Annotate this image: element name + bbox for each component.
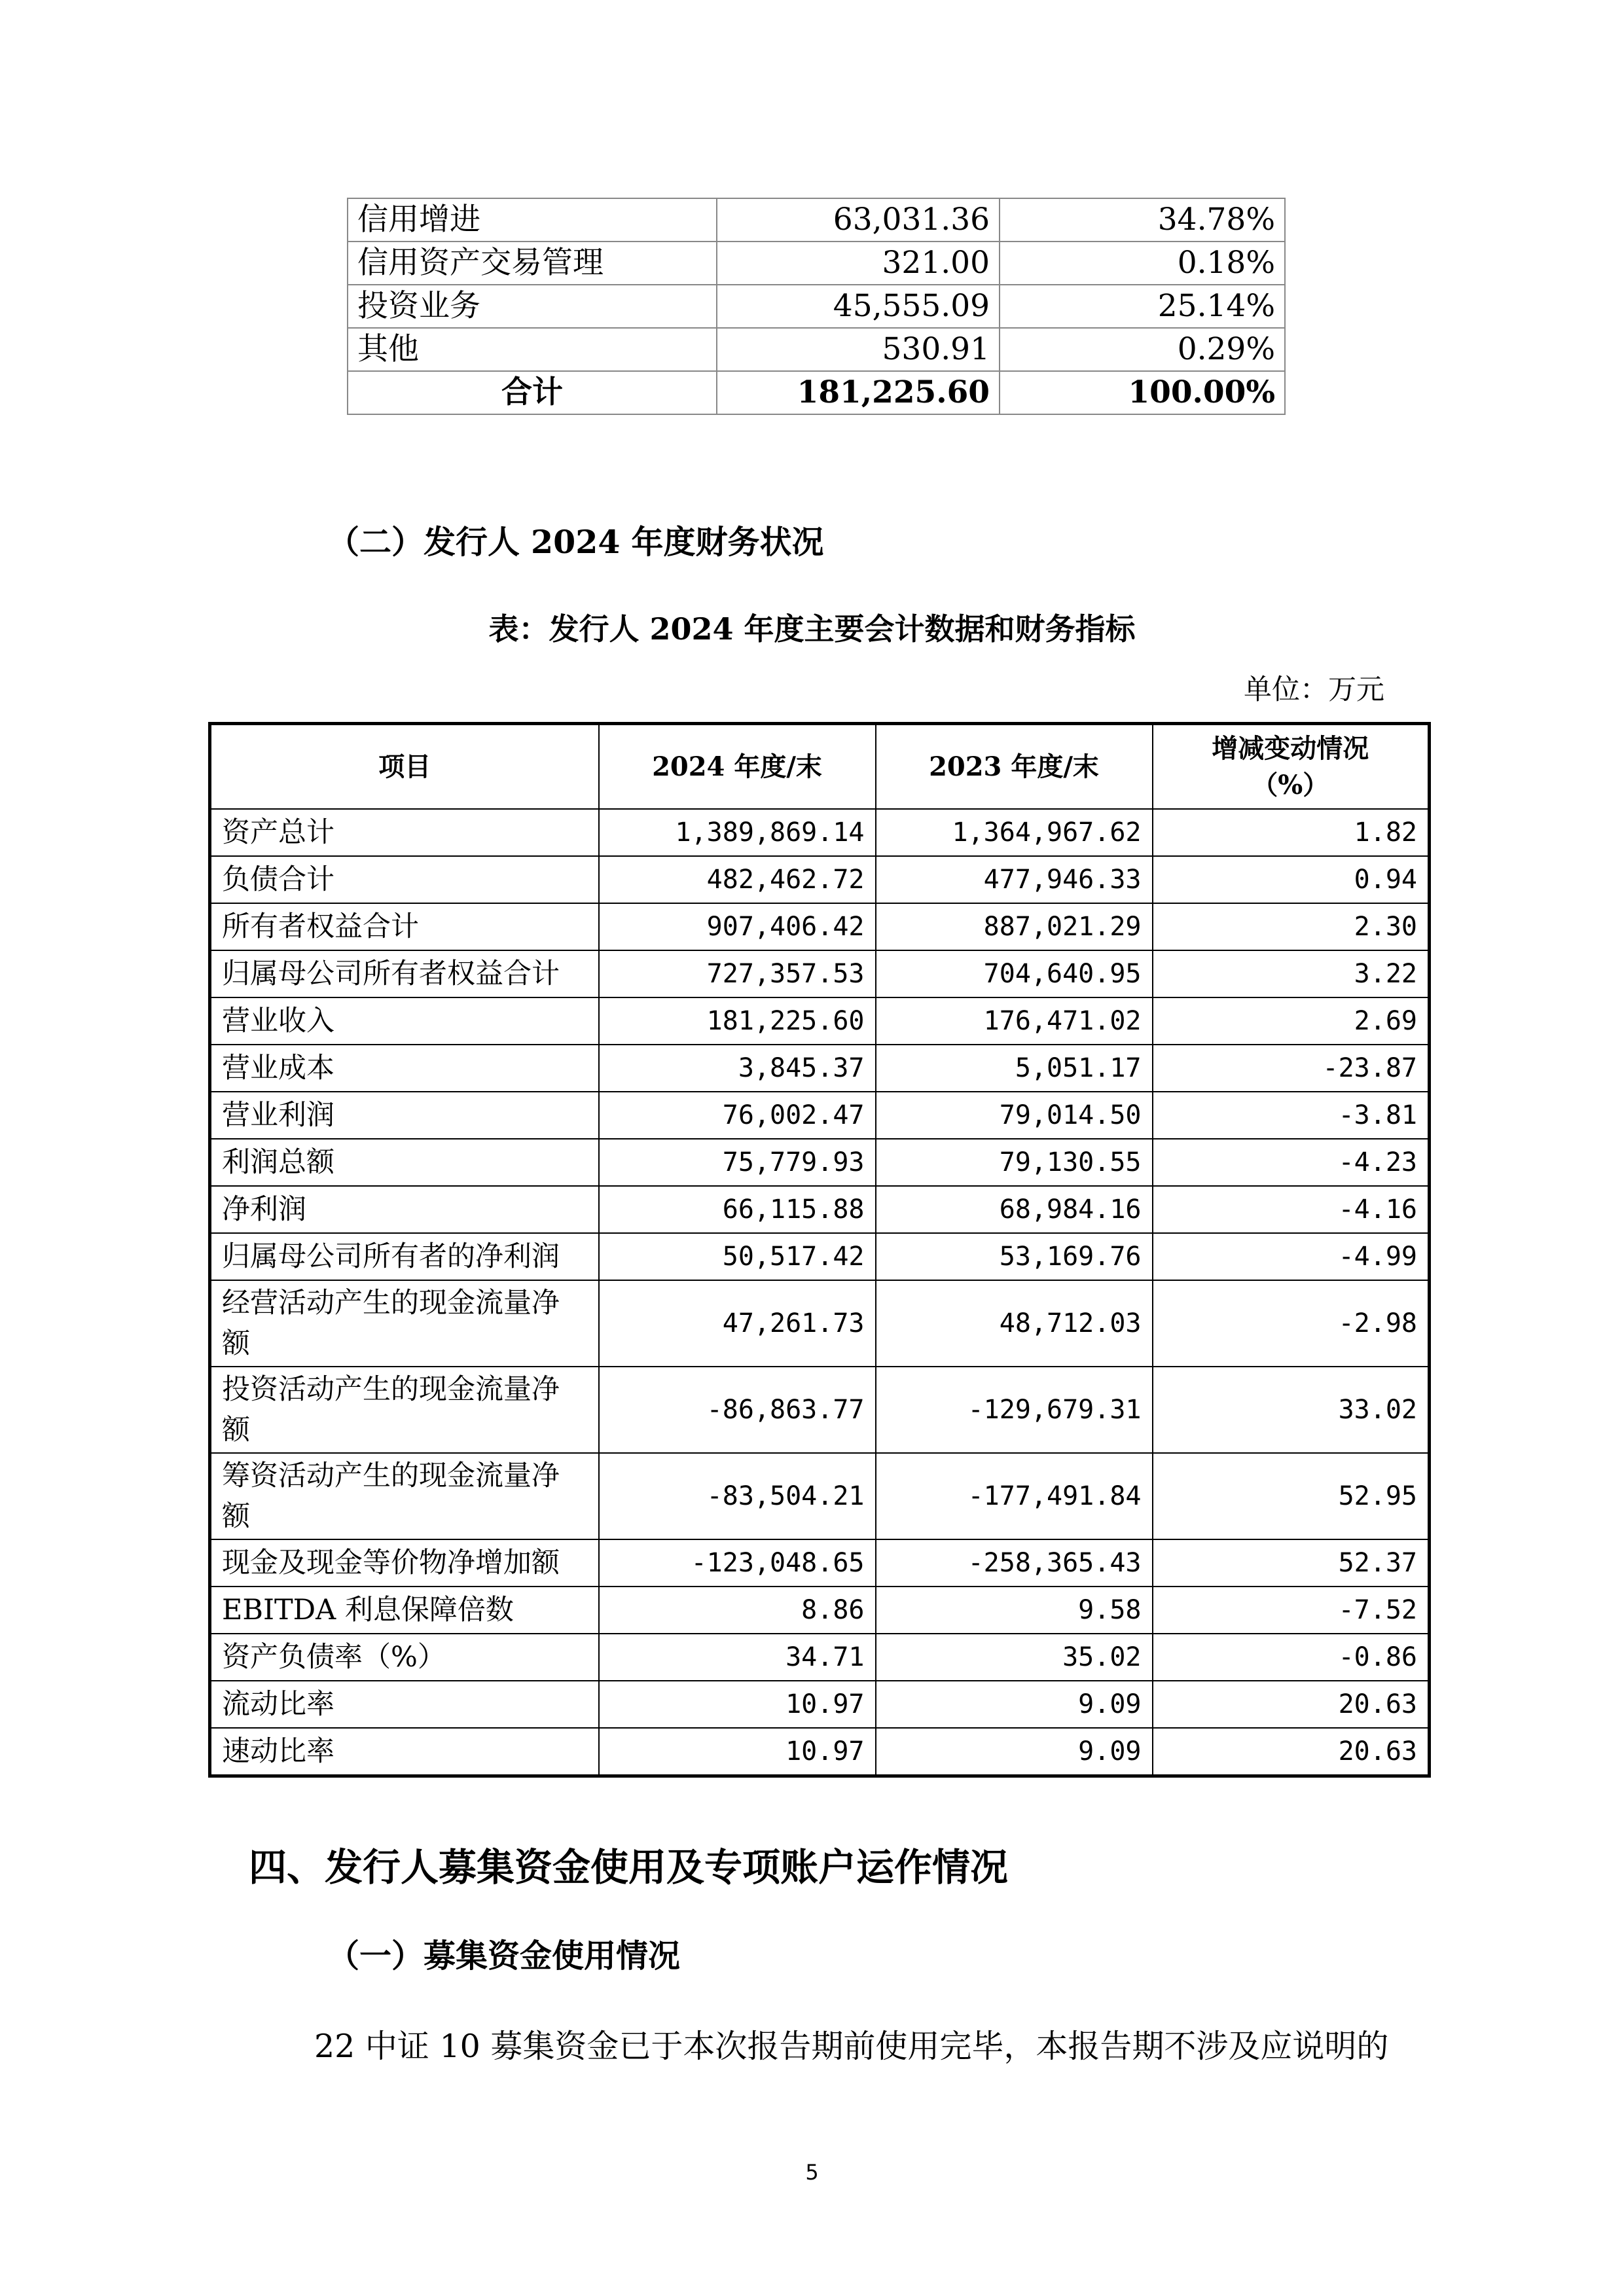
- value-2024: 10.97: [599, 1728, 876, 1776]
- table-row: [210, 856, 1430, 903]
- row-item: [210, 1453, 599, 1539]
- segment-amount: 45,555.09: [717, 285, 1000, 328]
- row-item: 速动比率: [210, 1728, 599, 1776]
- value-2023: -177,491.84: [876, 1453, 1153, 1539]
- segment-amount: 530.91: [717, 328, 1000, 371]
- section-heading-financial-status: （二）发行人 2024 年度财务状况: [327, 523, 824, 561]
- column-header-change: [1153, 724, 1430, 810]
- table-row: [210, 1186, 1430, 1233]
- segment-label: 其他: [348, 328, 717, 371]
- value-2024: 47,261.73: [599, 1280, 876, 1367]
- body-paragraph: 22 中证 10 募集资金已于本次报告期前使用完毕，本报告期不涉及应说明的: [314, 2028, 1389, 2065]
- row-item-line2: 额: [222, 1500, 250, 1533]
- value-2023: -258,365.43: [876, 1539, 1153, 1587]
- row-item: 流动比率: [210, 1681, 599, 1728]
- value-2024: 75,779.93: [599, 1139, 876, 1186]
- segment-label: 信用增进: [348, 198, 717, 242]
- table-row: [210, 1453, 1430, 1539]
- table-row: [210, 1367, 1430, 1453]
- row-item: [210, 1280, 599, 1367]
- table-row: [210, 1045, 1430, 1092]
- row-item: 净利润: [210, 1186, 599, 1233]
- total-ratio: 100.00%: [1000, 371, 1285, 414]
- value-change: 33.02: [1153, 1367, 1430, 1453]
- value-2023: 9.58: [876, 1587, 1153, 1634]
- value-change: 0.94: [1153, 856, 1430, 903]
- value-2023: 68,984.16: [876, 1186, 1153, 1233]
- value-2024: 482,462.72: [599, 856, 876, 903]
- row-item-line1: 筹资活动产生的现金流量净: [222, 1460, 560, 1492]
- value-2023: 704,640.95: [876, 950, 1153, 997]
- value-2023: 5,051.17: [876, 1045, 1153, 1092]
- value-change: -0.86: [1153, 1634, 1430, 1681]
- value-2024: 10.97: [599, 1681, 876, 1728]
- value-2024: 727,357.53: [599, 950, 876, 997]
- table-row: [348, 285, 1285, 328]
- table-row: [210, 1634, 1430, 1681]
- value-2023: -129,679.31: [876, 1367, 1153, 1453]
- value-change: 20.63: [1153, 1728, 1430, 1776]
- total-amount: 181,225.60: [717, 371, 1000, 414]
- value-change: -7.52: [1153, 1587, 1430, 1634]
- table-row: [210, 1728, 1430, 1776]
- value-2024: 3,845.37: [599, 1045, 876, 1092]
- unit-label: 单位：万元: [1244, 673, 1384, 706]
- value-2024: 50,517.42: [599, 1233, 876, 1280]
- value-change: -4.23: [1153, 1139, 1430, 1186]
- financial-indicators-table: [208, 722, 1431, 1778]
- value-2024: 66,115.88: [599, 1186, 876, 1233]
- value-change: 52.95: [1153, 1453, 1430, 1539]
- value-change: 3.22: [1153, 950, 1430, 997]
- value-change: -23.87: [1153, 1045, 1430, 1092]
- row-item: 营业利润: [210, 1092, 599, 1139]
- table-row: [348, 328, 1285, 371]
- table-row: [210, 1539, 1430, 1587]
- segment-label: 信用资产交易管理: [348, 242, 717, 285]
- segment-amount: 63,031.36: [717, 198, 1000, 242]
- row-item-line1: 经营活动产生的现金流量净: [222, 1287, 560, 1319]
- value-2024: 1,389,869.14: [599, 809, 876, 856]
- value-2023: 79,014.50: [876, 1092, 1153, 1139]
- row-item: EBITDA 利息保障倍数: [210, 1587, 599, 1634]
- table-row: [210, 1233, 1430, 1280]
- row-item: [210, 1367, 599, 1453]
- value-2024: 34.71: [599, 1634, 876, 1681]
- row-item: 营业收入: [210, 997, 599, 1045]
- change-header-line1: 增减变动情况: [1212, 732, 1369, 764]
- value-2023: 79,130.55: [876, 1139, 1153, 1186]
- value-2023: 1,364,967.62: [876, 809, 1153, 856]
- total-row: [348, 371, 1285, 414]
- column-header-2024: 2024 年度/末: [599, 724, 876, 810]
- segment-ratio: 25.14%: [1000, 285, 1285, 328]
- value-2024: 76,002.47: [599, 1092, 876, 1139]
- row-item: 资产总计: [210, 809, 599, 856]
- value-change: -3.81: [1153, 1092, 1430, 1139]
- segment-amount: 321.00: [717, 242, 1000, 285]
- row-item: 营业成本: [210, 1045, 599, 1092]
- value-change: 1.82: [1153, 809, 1430, 856]
- value-2023: 35.02: [876, 1634, 1153, 1681]
- value-2023: 9.09: [876, 1681, 1153, 1728]
- value-2024: -83,504.21: [599, 1453, 876, 1539]
- row-item: 资产负债率（%）: [210, 1634, 599, 1681]
- value-change: -4.99: [1153, 1233, 1430, 1280]
- change-header-line2: （%）: [1252, 769, 1329, 800]
- value-2023: 477,946.33: [876, 856, 1153, 903]
- table-row: [210, 903, 1430, 950]
- segment-label: 投资业务: [348, 285, 717, 328]
- section-heading-fund-usage: 四、发行人募集资金使用及专项账户运作情况: [249, 1845, 1009, 1890]
- value-change: 2.30: [1153, 903, 1430, 950]
- table-row: [210, 809, 1430, 856]
- table-row: [210, 1280, 1430, 1367]
- row-item: 利润总额: [210, 1139, 599, 1186]
- value-2023: 176,471.02: [876, 997, 1153, 1045]
- value-change: 52.37: [1153, 1539, 1430, 1587]
- row-item: 现金及现金等价物净增加额: [210, 1539, 599, 1587]
- total-label: 合计: [348, 371, 717, 414]
- value-2024: -123,048.65: [599, 1539, 876, 1587]
- segment-ratio: 0.18%: [1000, 242, 1285, 285]
- row-item-line2: 额: [222, 1414, 250, 1446]
- table-row: [348, 198, 1285, 242]
- value-2024: 8.86: [599, 1587, 876, 1634]
- table-caption: 表：发行人 2024 年度主要会计数据和财务指标: [488, 611, 1136, 647]
- table-header-row: [210, 724, 1430, 810]
- row-item-line2: 额: [222, 1327, 250, 1360]
- value-change: 2.69: [1153, 997, 1430, 1045]
- subsection-heading-fund-usage: （一）募集资金使用情况: [327, 1937, 681, 1975]
- business-revenue-table: [347, 198, 1286, 415]
- page-number: 5: [805, 2160, 819, 2185]
- value-2023: 53,169.76: [876, 1233, 1153, 1280]
- value-2023: 9.09: [876, 1728, 1153, 1776]
- value-2023: 887,021.29: [876, 903, 1153, 950]
- row-item: 归属母公司所有者的净利润: [210, 1233, 599, 1280]
- row-item: 归属母公司所有者权益合计: [210, 950, 599, 997]
- value-change: -2.98: [1153, 1280, 1430, 1367]
- value-change: -4.16: [1153, 1186, 1430, 1233]
- segment-ratio: 0.29%: [1000, 328, 1285, 371]
- table-row: [348, 242, 1285, 285]
- table-row: [210, 1139, 1430, 1186]
- column-header-item: 项目: [210, 724, 599, 810]
- value-2024: 181,225.60: [599, 997, 876, 1045]
- table-row: [210, 1681, 1430, 1728]
- row-item: 所有者权益合计: [210, 903, 599, 950]
- value-change: 20.63: [1153, 1681, 1430, 1728]
- value-2024: 907,406.42: [599, 903, 876, 950]
- table-row: [210, 1587, 1430, 1634]
- value-2024: -86,863.77: [599, 1367, 876, 1453]
- table-row: [210, 950, 1430, 997]
- value-2023: 48,712.03: [876, 1280, 1153, 1367]
- table-row: [210, 1092, 1430, 1139]
- row-item: 负债合计: [210, 856, 599, 903]
- row-item-line1: 投资活动产生的现金流量净: [222, 1373, 560, 1406]
- column-header-2023: 2023 年度/末: [876, 724, 1153, 810]
- table-row: [210, 997, 1430, 1045]
- segment-ratio: 34.78%: [1000, 198, 1285, 242]
